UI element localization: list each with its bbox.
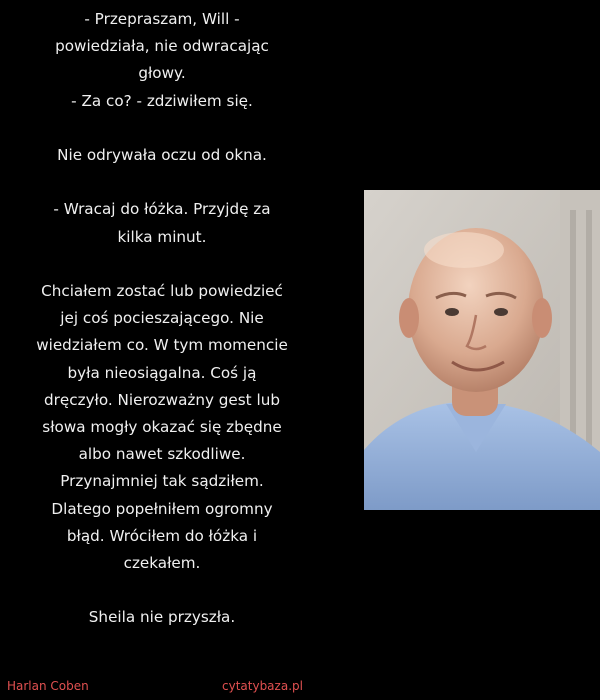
site-link[interactable]: cytatybaza.pl — [222, 679, 303, 693]
quote-line: błąd. Wróciłem do łóżka i — [66, 526, 258, 545]
quote-line: powiedziała, nie odwracając — [55, 37, 269, 56]
quote-line: wiedziałem co. W tym momencie — [36, 336, 288, 355]
quote-line: - Za co? - zdziwiłem się. — [71, 91, 253, 110]
quote-line: Chciałem zostać lub powiedzieć — [41, 281, 283, 300]
quote-line: jej coś pocieszającego. Nie — [60, 309, 264, 328]
quote-line: albo nawet szkodliwe. — [78, 445, 246, 464]
author-photo — [364, 190, 600, 510]
quote-line: Sheila nie przyszła. — [88, 608, 236, 627]
quote-text — [8, 6, 316, 632]
quote-spacer — [8, 577, 316, 604]
quote-line: czekałem. — [123, 554, 201, 573]
quote-line: słowa mogły okazać się zbędne — [42, 418, 282, 436]
quote-line: Nie odrywała oczu od okna. — [57, 146, 267, 164]
author-name[interactable]: Harlan Coben — [7, 679, 89, 693]
quote-spacer — [8, 251, 316, 278]
quote-line: kilka minut. — [117, 227, 207, 246]
quote-line: Przynajmniej tak sądziłem. — [60, 472, 264, 491]
quote-line: - Przepraszam, Will - — [84, 10, 240, 28]
quote-line: głowy. — [138, 64, 186, 83]
quote-line: - Wracaj do łóżka. Przyjdę za — [53, 200, 271, 219]
quote-line: była nieosiągalna. Coś ją — [67, 363, 257, 382]
quote-spacer — [8, 169, 316, 196]
quote-line: dręczyło. Nierozważny gest lub — [44, 390, 280, 409]
quote-spacer — [8, 115, 316, 142]
quote-line: Dlatego popełniłem ogromny — [51, 499, 273, 518]
